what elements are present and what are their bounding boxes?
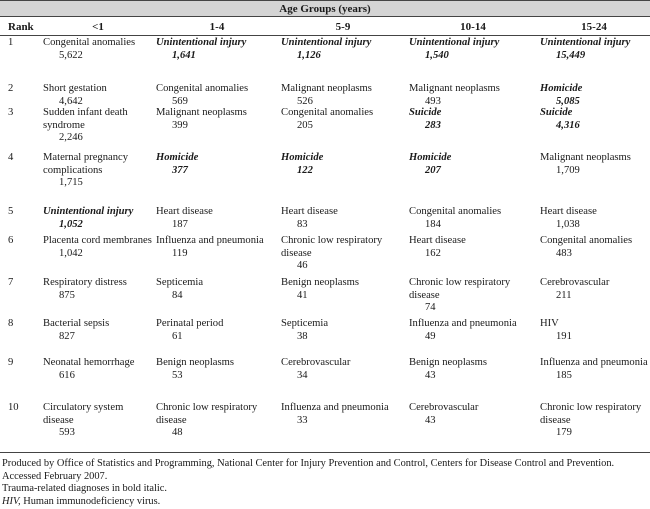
cause-name: Perinatal period bbox=[156, 318, 224, 329]
cause-cell bbox=[540, 318, 648, 343]
cause-name: Heart disease bbox=[281, 206, 338, 217]
rank-number: 6 bbox=[8, 235, 14, 246]
cause-cell bbox=[409, 37, 537, 62]
hiv-abbr: HIV, bbox=[2, 496, 21, 507]
death-count: 61 bbox=[172, 330, 183, 342]
death-count: 33 bbox=[297, 414, 308, 426]
rank-number: 5 bbox=[8, 206, 14, 217]
cause-name: Congenital anomalies bbox=[409, 206, 502, 217]
death-count: 53 bbox=[172, 369, 183, 381]
cause-cell bbox=[540, 152, 648, 177]
death-count: 46 bbox=[297, 260, 308, 272]
cause-name: Influenza and pneumonia bbox=[281, 402, 389, 413]
cause-cell bbox=[409, 357, 537, 382]
cause-name: Chronic low respiratory disease bbox=[409, 277, 511, 301]
cause-name: Homicide bbox=[409, 152, 452, 163]
death-count: 827 bbox=[59, 330, 75, 342]
death-count: 399 bbox=[172, 119, 188, 131]
cause-cell bbox=[409, 206, 537, 231]
cause-name: Malignant neoplasms bbox=[409, 83, 500, 94]
rank-number: 1 bbox=[8, 37, 14, 48]
cause-cell bbox=[43, 357, 153, 382]
age-column-header: <1 bbox=[92, 21, 104, 33]
age-column-header: 1-4 bbox=[209, 21, 225, 33]
cause-name: Congenital anomalies bbox=[156, 83, 249, 94]
hiv-note bbox=[2, 496, 648, 509]
cause-name: Unintentional injury bbox=[156, 37, 247, 48]
death-count: 207 bbox=[425, 164, 441, 176]
age-groups-header: Age Groups (years) bbox=[0, 0, 650, 17]
cause-name: Cerebrovascular bbox=[409, 402, 479, 413]
rank-number: 3 bbox=[8, 107, 14, 118]
hiv-definition: Human immunodeficiency virus. bbox=[23, 496, 161, 507]
death-count: 185 bbox=[556, 369, 572, 381]
cause-cell bbox=[540, 235, 648, 260]
cause-name: Benign neoplasms bbox=[281, 277, 359, 288]
rank-column-header: Rank bbox=[8, 21, 34, 33]
footer-rule bbox=[0, 452, 650, 453]
cause-name: Respiratory distress bbox=[43, 277, 127, 288]
cause-cell bbox=[540, 83, 648, 108]
cause-name: Chronic low respiratory disease bbox=[540, 402, 642, 426]
cause-cell bbox=[540, 107, 648, 132]
cause-name: Congenital anomalies bbox=[281, 107, 374, 118]
death-count: 875 bbox=[59, 289, 75, 301]
cause-cell bbox=[43, 107, 153, 145]
death-count: 205 bbox=[297, 119, 313, 131]
cause-cell bbox=[540, 357, 648, 382]
cause-name: Unintentional injury bbox=[281, 37, 372, 48]
cause-cell bbox=[43, 318, 153, 343]
death-count: 48 bbox=[172, 427, 183, 439]
cause-cell bbox=[43, 277, 153, 302]
rank-number: 9 bbox=[8, 357, 14, 368]
death-count: 184 bbox=[425, 218, 441, 230]
cause-cell bbox=[43, 206, 153, 231]
cause-cell bbox=[43, 37, 153, 62]
cause-cell bbox=[409, 235, 537, 260]
death-count: 1,042 bbox=[59, 247, 83, 259]
cause-name: Heart disease bbox=[409, 235, 466, 246]
cause-name: Congenital anomalies bbox=[540, 235, 633, 246]
cause-cell bbox=[156, 83, 278, 108]
death-count: 187 bbox=[172, 218, 188, 230]
cause-cell bbox=[409, 107, 537, 132]
cause-name: Heart disease bbox=[156, 206, 213, 217]
cause-cell bbox=[540, 206, 648, 231]
cause-name: Malignant neoplasms bbox=[540, 152, 631, 163]
death-count: 2,246 bbox=[59, 132, 83, 144]
death-count: 526 bbox=[297, 95, 313, 107]
death-count: 34 bbox=[297, 369, 308, 381]
death-count: 593 bbox=[59, 427, 75, 439]
cause-cell bbox=[409, 318, 537, 343]
death-count: 5,622 bbox=[59, 49, 83, 61]
death-count: 1,038 bbox=[556, 218, 580, 230]
cause-cell bbox=[281, 277, 405, 302]
cause-name: Homicide bbox=[540, 83, 583, 94]
rank-number: 7 bbox=[8, 277, 14, 288]
cause-name: Homicide bbox=[156, 152, 199, 163]
rank-number: 10 bbox=[8, 402, 19, 413]
death-count: 83 bbox=[297, 218, 308, 230]
death-count: 119 bbox=[172, 247, 188, 259]
death-count: 569 bbox=[172, 95, 188, 107]
death-count: 38 bbox=[297, 330, 308, 342]
cause-cell bbox=[156, 107, 278, 132]
cause-cell bbox=[281, 206, 405, 231]
cause-name: Influenza and pneumonia bbox=[409, 318, 517, 329]
cause-name: Unintentional injury bbox=[409, 37, 500, 48]
cause-name: Malignant neoplasms bbox=[281, 83, 372, 94]
death-count: 483 bbox=[556, 247, 572, 259]
age-column-header: 10-14 bbox=[460, 21, 486, 33]
cause-name: Influenza and pneumonia bbox=[156, 235, 264, 246]
death-count: 1,126 bbox=[297, 49, 321, 61]
cause-cell bbox=[281, 37, 405, 62]
cause-name: Suicide bbox=[540, 107, 573, 118]
cause-name: Chronic low respiratory disease bbox=[156, 402, 258, 426]
death-count: 1,709 bbox=[556, 164, 580, 176]
death-count: 283 bbox=[425, 119, 441, 131]
cause-cell bbox=[281, 318, 405, 343]
cause-name: Cerebrovascular bbox=[281, 357, 351, 368]
cause-name: Circulatory system disease bbox=[43, 402, 124, 426]
cause-name: Suicide bbox=[409, 107, 442, 118]
cause-cell bbox=[281, 83, 405, 108]
cause-cell bbox=[409, 83, 537, 108]
rank-number: 8 bbox=[8, 318, 14, 329]
death-count: 1,540 bbox=[425, 49, 449, 61]
cause-cell bbox=[156, 277, 278, 302]
cause-name: Unintentional injury bbox=[540, 37, 631, 48]
cause-cell bbox=[409, 277, 537, 315]
cause-name: Neonatal hemorrhage bbox=[43, 357, 135, 368]
death-count: 493 bbox=[425, 95, 441, 107]
cause-cell bbox=[43, 235, 153, 260]
cause-name: Placenta cord membranes bbox=[43, 235, 152, 246]
cause-name: Bacterial sepsis bbox=[43, 318, 110, 329]
cause-name: HIV bbox=[540, 318, 559, 329]
trauma-note: Trauma-related diagnoses in bold italic. bbox=[2, 483, 167, 494]
cause-cell bbox=[43, 402, 153, 440]
cause-cell bbox=[156, 206, 278, 231]
death-count: 41 bbox=[297, 289, 308, 301]
age-column-header: 5-9 bbox=[335, 21, 351, 33]
cause-name: Chronic low respiratory disease bbox=[281, 235, 383, 259]
cause-cell bbox=[540, 277, 648, 302]
death-count: 377 bbox=[172, 164, 188, 176]
cause-cell bbox=[156, 152, 278, 177]
cause-name: Homicide bbox=[281, 152, 324, 163]
cause-name: Short gestation bbox=[43, 83, 107, 94]
death-count: 211 bbox=[556, 289, 572, 301]
rank-number: 4 bbox=[8, 152, 14, 163]
death-count: 1,641 bbox=[172, 49, 196, 61]
death-count: 5,085 bbox=[556, 95, 580, 107]
cause-name: Influenza and pneumonia bbox=[540, 357, 648, 368]
rank-number: 2 bbox=[8, 83, 14, 94]
cause-cell bbox=[156, 235, 278, 260]
death-count: 1,052 bbox=[59, 218, 83, 230]
cause-name: Unintentional injury bbox=[43, 206, 134, 217]
age-column-header: 15-24 bbox=[581, 21, 607, 33]
header-rule bbox=[0, 35, 650, 36]
cause-name: Maternal pregnancy complications bbox=[43, 152, 129, 176]
cause-name: Septicemia bbox=[281, 318, 329, 329]
death-count: 49 bbox=[425, 330, 436, 342]
cause-name: Septicemia bbox=[156, 277, 204, 288]
cause-cell bbox=[156, 318, 278, 343]
cause-cell bbox=[156, 37, 278, 62]
death-count: 4,642 bbox=[59, 95, 83, 107]
death-count: 84 bbox=[172, 289, 183, 301]
cause-cell bbox=[156, 357, 278, 382]
death-count: 4,316 bbox=[556, 119, 580, 131]
death-count: 122 bbox=[297, 164, 313, 176]
source-note: Produced by Office of Statistics and Programming, National Center for Injury Prevention and Control, Centers for Disease Control and Prevention. Accessed February 2007. bbox=[2, 458, 615, 482]
cause-cell bbox=[540, 37, 648, 62]
cause-cell bbox=[43, 152, 153, 190]
cause-cell bbox=[409, 402, 537, 427]
cause-cell bbox=[156, 402, 278, 440]
cause-cell bbox=[540, 402, 648, 440]
death-count: 15,449 bbox=[556, 49, 586, 61]
death-count: 74 bbox=[425, 302, 436, 314]
death-count: 162 bbox=[425, 247, 441, 259]
cause-name: Sudden infant death syndrome bbox=[43, 107, 128, 131]
death-count: 43 bbox=[425, 369, 436, 381]
death-count: 191 bbox=[556, 330, 572, 342]
cause-name: Congenital anomalies bbox=[43, 37, 136, 48]
cause-name: Cerebrovascular bbox=[540, 277, 610, 288]
cause-name: Malignant neoplasms bbox=[156, 107, 247, 118]
cause-cell bbox=[281, 402, 405, 427]
death-count: 43 bbox=[425, 414, 436, 426]
cause-cell bbox=[281, 152, 405, 177]
cause-cell bbox=[281, 357, 405, 382]
death-count: 1,715 bbox=[59, 177, 83, 189]
cause-cell bbox=[281, 107, 405, 132]
cause-cell bbox=[281, 235, 405, 273]
death-count: 179 bbox=[556, 427, 572, 439]
death-count: 616 bbox=[59, 369, 75, 381]
cause-name: Benign neoplasms bbox=[156, 357, 234, 368]
cause-cell bbox=[43, 83, 153, 108]
cause-name: Heart disease bbox=[540, 206, 597, 217]
cause-name: Benign neoplasms bbox=[409, 357, 487, 368]
cause-cell bbox=[409, 152, 537, 177]
